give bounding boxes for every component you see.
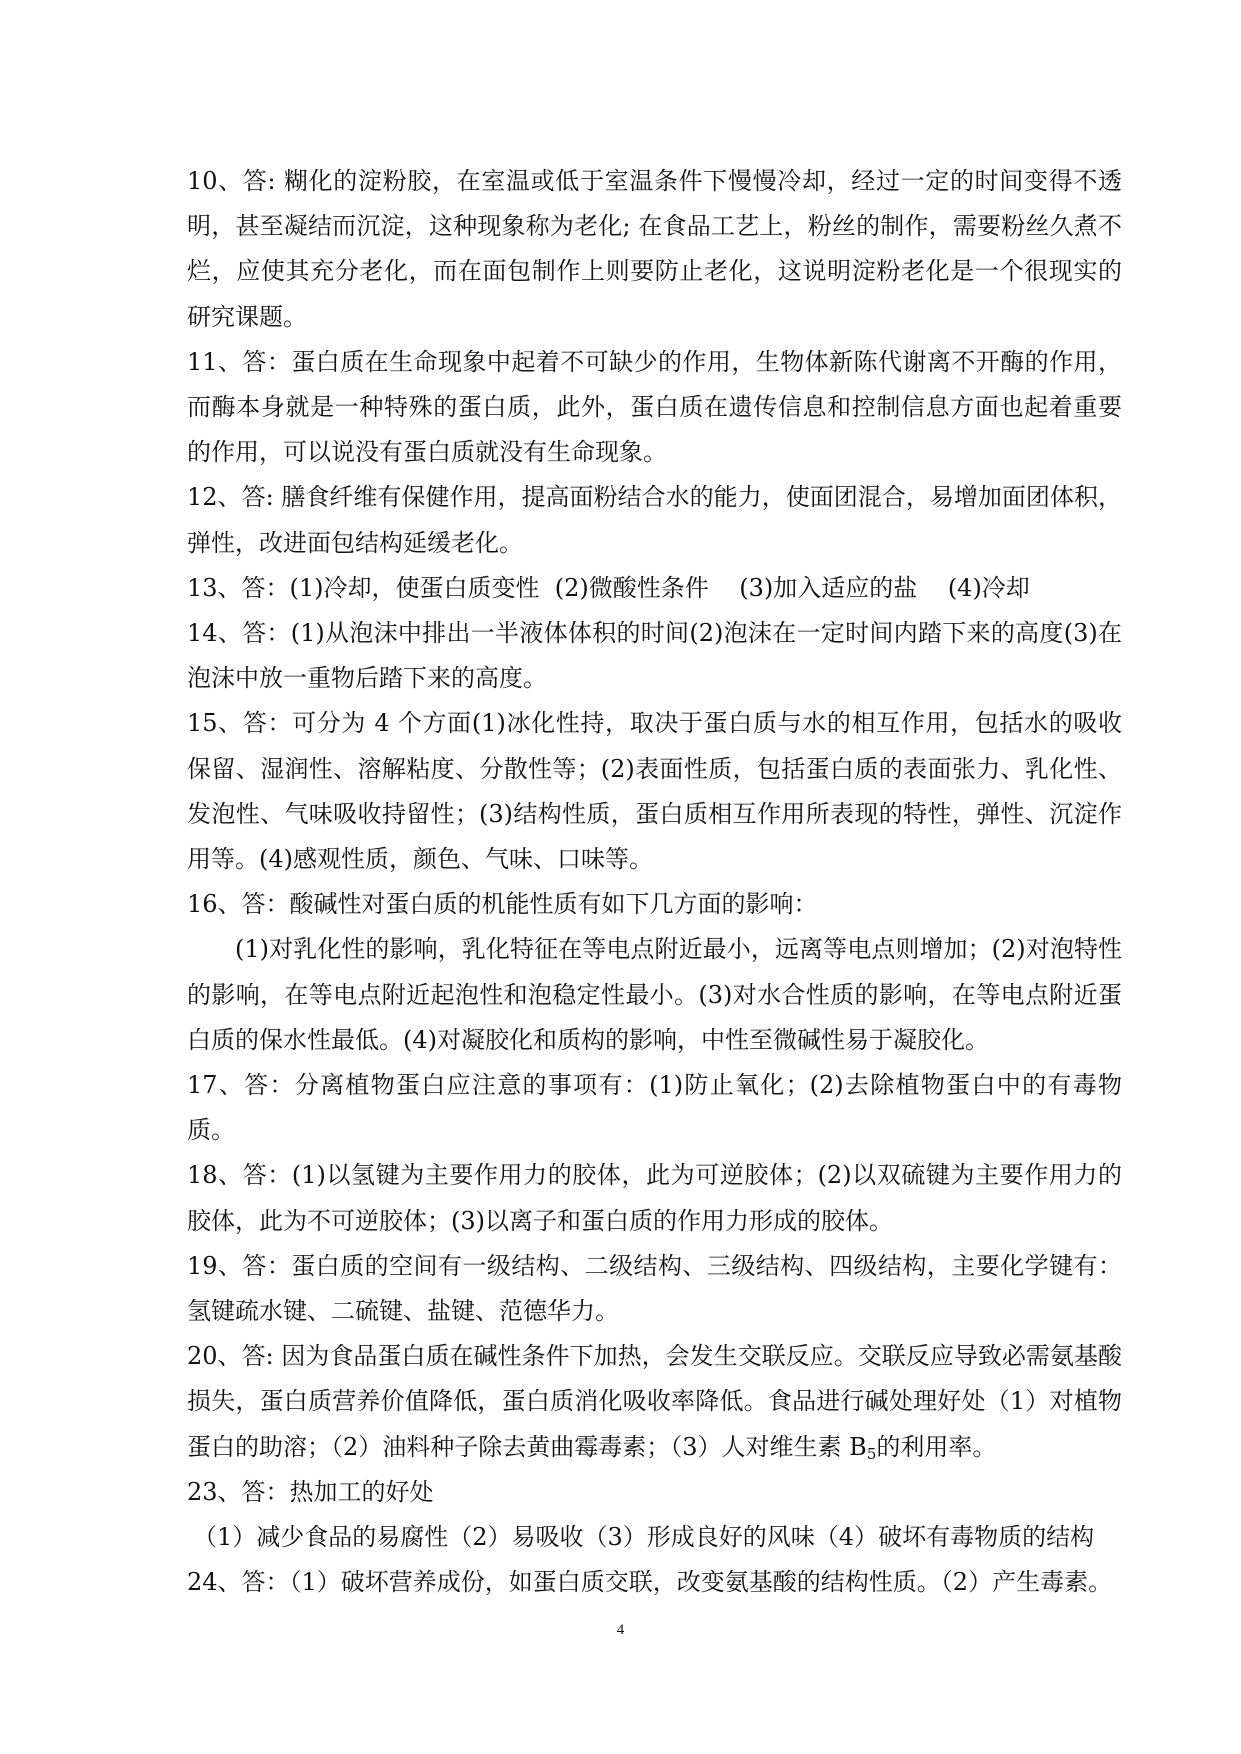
answer-24: 24、答：（1）破坏营养成份，如蛋白质交联，改变氨基酸的结构性质。（2）产生毒素。 xyxy=(187,1568,1113,1597)
answer-23-detail: （1）减少食品的易腐性（2）易吸收（3）形成良好的风味（4）破坏有毒物质的结构 xyxy=(193,1523,1095,1552)
answer-20-text: 20、答: 因为食品蛋白质在碱性条件下加热，会发生交联反应。交联反应导致必需氨基酸损失，蛋白质营养价值降低，蛋白质消化吸收率降低。食品进行碱处理好处（1）对植物蛋白的助溶；（2）油料种子除去黄曲霉毒素；（3）人对维生素 B xyxy=(187,1342,1122,1461)
vitamin-subscript: 5 xyxy=(866,1444,877,1463)
answer-16: 16、答：酸碱性对蛋白质的机能性质有如下几方面的影响： xyxy=(187,890,818,919)
answer-15: 15、答：可分为 4 个方面(1)冰化性持，取决于蛋白质与水的相互作用，包括水的吸收保留、湿润性、溶解粘度、分散性等；(2)表面性质，包括蛋白质的表面张力、乳化性、发泡性、气味吸收持留性；(3)结构性质，蛋白质相互作用所表现的特性，弹性、沉淀作用等。(4)感观性质，颜色、气味、口味等。 xyxy=(187,709,1122,874)
answer-11: 11、答：蛋白质在生命现象中起着不可缺少的作用，生物体新陈代谢离不开酶的作用，而酶本身就是一种特殊的蛋白质，此外，蛋白质在遗传信息和控制信息方面也起着重要的作用，可以说没有蛋白质就没有生命现象。 xyxy=(187,347,1122,467)
answer-10: 10、答: 糊化的淀粉胶，在室温或低于室温条件下慢慢冷却，经过一定的时间变得不透明，甚至凝结而沉淀，这种现象称为老化; 在食品工艺上，粉丝的制作，需要粉丝久煮不烂，应使其充分老化，而在面包制作上则要防止老化，这说明淀粉老化是一个很现实的研究课题。 xyxy=(187,167,1122,331)
answer-18: 18、答：(1)以氢键为主要作用力的胶体，此为可逆胶体；(2)以双硫键为主要作用力的胶体，此为不可逆胶体；(3)以离子和蛋白质的作用力形成的胶体。 xyxy=(187,1161,1122,1235)
answer-17: 17、答：分离植物蛋白应注意的事项有：(1)防止氧化；(2)去除植物蛋白中的有毒物质。 xyxy=(187,1071,1122,1145)
answer-19: 19、答：蛋白质的空间有一级结构、二级结构、三级结构、四级结构，主要化学键有：氢键疏水键、二硫键、盐键、范德华力。 xyxy=(187,1251,1122,1326)
answer-23: 23、答：热加工的好处 xyxy=(187,1477,434,1506)
answer-16-detail: (1)对乳化性的影响，乳化特征在等电点附近最小，远离等电点则增加；(2)对泡特性的影响，在等电点附近起泡性和泡稳定性最小。(3)对水合性质的影响，在等电点附近蛋白质的保水性最低。(4)对凝胶化和质构的影响，中性至微碱性易于凝胶化。 xyxy=(187,935,1122,1054)
page-number: 4 xyxy=(616,1622,625,1638)
answer-12: 12、答: 膳食纤维有保健作用，提高面粉结合水的能力，使面团混合，易增加面团体积，弹性，改进面包结构延缓老化。 xyxy=(187,483,1122,557)
answer-14: 14、答：(1)从泡沫中排出一半液体体积的时间(2)泡沫在一定时间内踏下来的高度(3)在泡沫中放一重物后踏下来的高度。 xyxy=(187,619,1122,693)
document-body xyxy=(187,159,1122,1606)
answer-13: 13、答：(1)冷却，使蛋白质变性 (2)微酸性条件 (3)加入适应的盐 (4)冷却 xyxy=(187,573,1030,602)
answer-20 xyxy=(187,1334,1122,1470)
answer-20-tail: 的利用率。 xyxy=(876,1432,997,1461)
